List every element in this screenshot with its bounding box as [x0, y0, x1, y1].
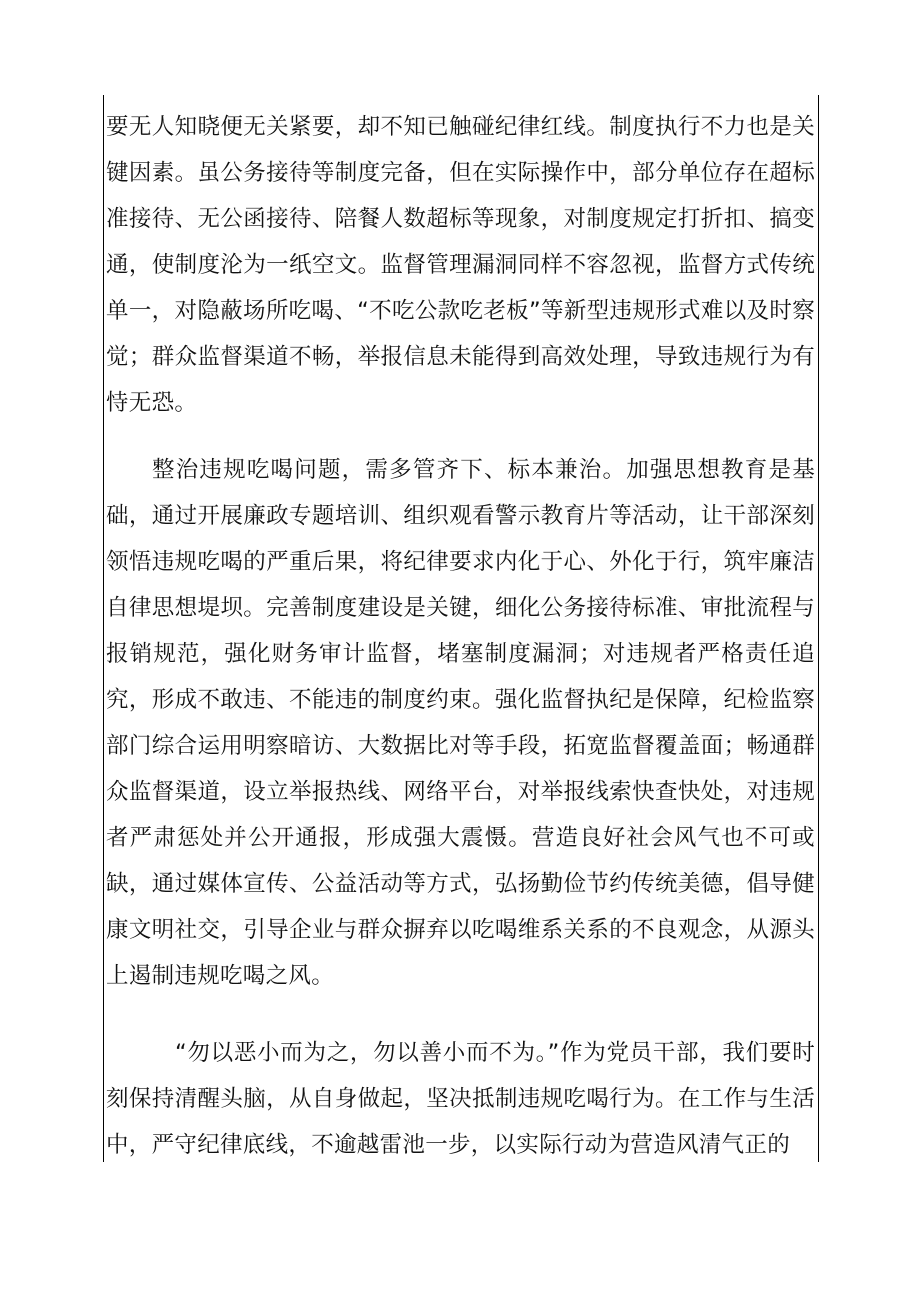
right-border-line [818, 95, 819, 1162]
left-border-line [103, 95, 104, 1162]
paragraph-remedies: 整治违规吃喝问题，需多管齐下、标本兼治。加强思想教育是基础，通过开展廉政专题培训、组织观看警示教育片等活动，让干部深刻领悟违规吃喝的严重后果，将纪律要求内化于心、外化于行，筑牢廉洁自律思想堤坝。完善制度建设是关键，细化公务接待标准、审批流程与报销规范，强化财务审计监督，堵塞制度漏洞；对违规者严格责任追究，形成不敢违、不能违的制度约束。强化监督执纪是保障，纪检监察部门综合运用明察暗访、大数据比对等手段，拓宽监督覆盖面；畅通群众监督渠道，设立举报热线、网络平台，对举报线索快查快处，对违规者严肃惩处并公开通报，形成强大震慑。营造良好社会风气也不可或缺，通过媒体宣传、公益活动等方式，弘扬勤俭节约传统美德，倡导健康文明社交，引导企业与群众摒弃以吃喝维系关系的不良观念，从源头上遏制违规吃喝之风。 [106, 457, 815, 989]
paragraph-conclusion: “勿以恶小而为之，勿以善小而不为。”作为党员干部，我们要时刻保持清醒头脑，从自身做起，坚决抵制违规吃喝行为。在工作与生活中，严守纪律底线，不逾越雷池一步，以实际行动为营造风清气正的 [106, 1040, 815, 1158]
paragraph-causes: 要无人知晓便无关紧要，却不知已触碰纪律红线。制度执行不力也是关键因素。虽公务接待等制度完备，但在实际操作中，部分单位存在超标准接待、无公函接待、陪餐人数超标等现象，对制度规定打折扣、搞变通，使制度沦为一纸空文。监督管理漏洞同样不容忽视，监督方式传统单一，对隐蔽场所吃喝、“不吃公款吃老板”等新型违规形式难以及时察觉；群众监督渠道不畅，举报信息未能得到高效处理，导致违规行为有恃无恐。 [106, 114, 815, 416]
